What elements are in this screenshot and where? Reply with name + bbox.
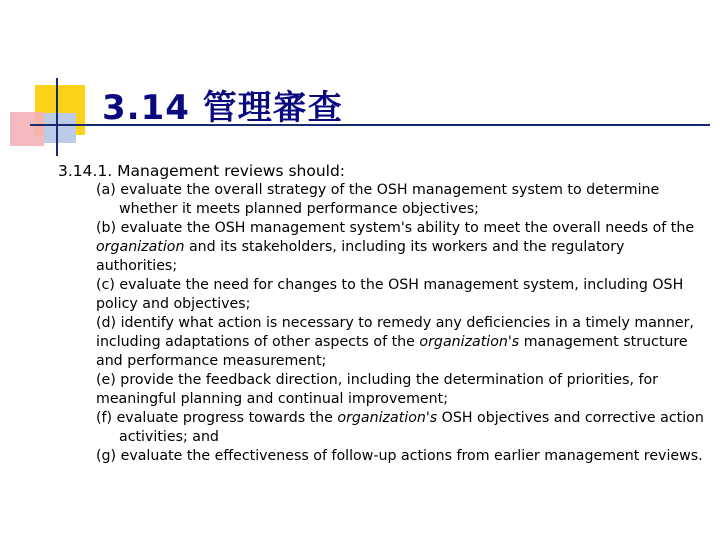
- item-c-text: (c) evaluate the need for changes to the OSH management system, including OSH policy and objectives;: [96, 277, 684, 312]
- item-f-line2: activities; and: [119, 429, 219, 445]
- item-b-text1: (b) evaluate the OSH management system's ability to meet the overall needs of the: [96, 220, 695, 236]
- list-item-a: [96, 181, 708, 219]
- item-d-text2: management structure and performance measurement;: [96, 334, 688, 369]
- item-d-italic: organization's: [419, 334, 520, 350]
- item-b-italic: organization: [96, 239, 185, 255]
- section-heading: 3.14.1. Management reviews should:: [58, 162, 346, 180]
- list-item-c: [96, 276, 708, 314]
- review-list: [96, 181, 708, 466]
- list-item-b: [96, 219, 708, 276]
- item-e-text: (e) provide the feedback direction, including the determination of priorities, for meaningful planning and continual improvement;: [96, 372, 658, 407]
- item-b-text2: and its stakeholders, including its workers and the regulatory authorities;: [96, 239, 625, 274]
- slide-title: 3.14 管理審查: [102, 88, 343, 128]
- list-item-f: [96, 409, 708, 447]
- item-f-text1: (f) evaluate progress towards the: [96, 410, 338, 426]
- decor-blue-square: [44, 113, 76, 143]
- list-item-g: [96, 447, 708, 466]
- list-item-e: [96, 371, 708, 409]
- item-f-text2: OSH objectives and corrective action: [437, 410, 704, 426]
- list-item-d: [96, 314, 708, 371]
- item-a-line2: whether it meets planned performance objectives;: [119, 201, 479, 217]
- decor-pink-square: [10, 112, 44, 146]
- item-f-italic: organization's: [337, 410, 438, 426]
- item-d-text1: (d) identify what action is necessary to remedy any deficiencies in a timely manner, including adaptations of other aspects of the: [96, 315, 694, 350]
- item-g-text: (g) evaluate the effectiveness of follow-up actions from earlier management reviews.: [96, 448, 703, 464]
- decor-vertical-rule: [56, 78, 58, 156]
- item-a-line1: (a) evaluate the overall strategy of the OSH management system to determine: [96, 182, 660, 198]
